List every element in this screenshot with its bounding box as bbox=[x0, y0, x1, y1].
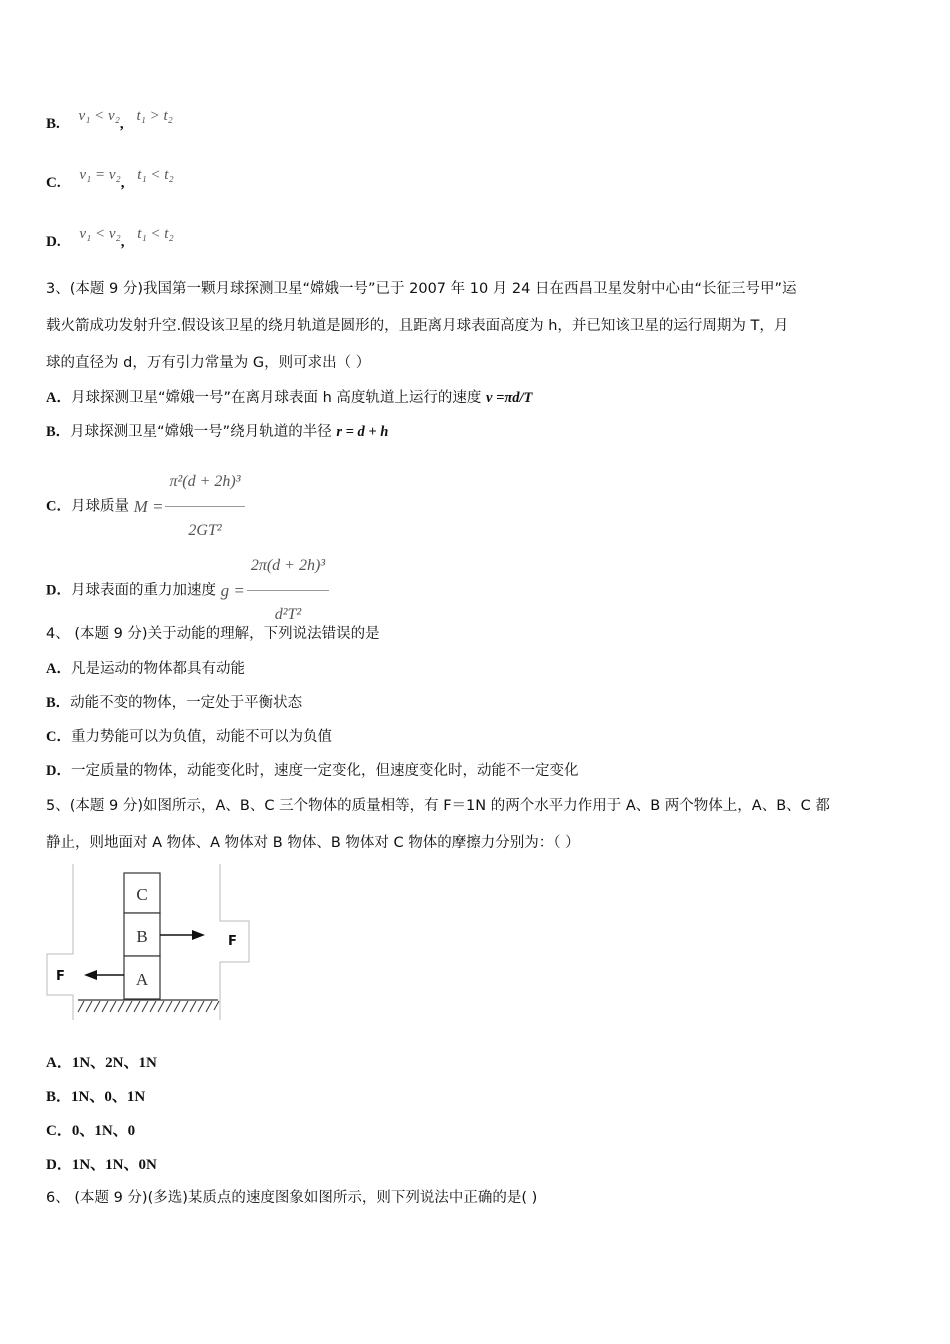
option-text: 重力势能可以为负值，动能不可以为负值 bbox=[70, 729, 332, 745]
option-label: D． bbox=[46, 582, 71, 599]
q4-option-c bbox=[46, 727, 332, 747]
block-b-label: B bbox=[136, 927, 148, 946]
q5-option-b bbox=[46, 1086, 145, 1107]
q5-option-c bbox=[46, 1120, 135, 1141]
formula: v₁ < v₂ bbox=[78, 108, 120, 124]
fraction bbox=[165, 460, 244, 553]
formula: v₁ = v₂ bbox=[79, 167, 121, 183]
formula: v =πd/T bbox=[486, 390, 533, 406]
numerator: 2π(d + 2h)³ bbox=[247, 544, 329, 591]
option-label: D. bbox=[46, 234, 61, 250]
formula-lhs: M = bbox=[133, 496, 164, 516]
q4-stem: 4、 (本题 9 分)关于动能的理解，下列说法错误的是 bbox=[46, 626, 380, 642]
option-label: A． bbox=[46, 661, 71, 677]
option-label: B． bbox=[46, 1089, 72, 1105]
option-text: 动能不变的物体，一定处于平衡状态 bbox=[70, 695, 303, 711]
q3-stem-line3: 球的直径为 d，万有引力常量为 G，则可求出（ ） bbox=[46, 355, 371, 371]
q3-option-a bbox=[46, 388, 532, 408]
arrow-left-icon bbox=[84, 970, 97, 980]
option-label: A． bbox=[46, 390, 71, 406]
formula: t₁ < t₂ bbox=[137, 167, 174, 183]
numerator: π²(d + 2h)³ bbox=[165, 460, 244, 507]
q4-option-b bbox=[46, 693, 302, 713]
block-a-label: A bbox=[135, 970, 149, 989]
q4-option-d bbox=[46, 761, 578, 781]
option-label: C. bbox=[46, 175, 61, 191]
option-text: 月球探测卫星“嫦娥一号”绕月轨道的半径 bbox=[70, 424, 337, 440]
formula: r = d + h bbox=[336, 424, 389, 440]
option-label: A． bbox=[46, 1055, 72, 1071]
option-label: B. bbox=[46, 116, 60, 132]
option-label: C． bbox=[46, 1123, 72, 1139]
formula: v₁ < v₂ bbox=[79, 226, 121, 242]
option-text: 月球质量 bbox=[70, 498, 129, 515]
denominator: d²T² bbox=[274, 606, 302, 623]
option-text: 1N、1N、0N bbox=[71, 1157, 157, 1173]
stacked-blocks-figure bbox=[42, 862, 254, 1024]
q3-stem-line2: 载火箭成功发射升空.假设该卫星的绕月轨道是圆形的，且距离月球表面高度为 h，并已知该卫星的运行周期为 T，月 bbox=[46, 318, 789, 334]
arrow-right-icon bbox=[192, 930, 205, 940]
q2-option-b: B. v₁ < v₂, t₁ > t₂ bbox=[46, 108, 173, 132]
option-label: D． bbox=[46, 1157, 72, 1173]
denominator: 2GT² bbox=[188, 522, 222, 539]
formula: t₁ < t₂ bbox=[137, 226, 174, 242]
block-c-label: C bbox=[136, 885, 148, 904]
q5-stem-line1: 5、(本题 9 分)如图所示，A、B、C 三个物体的质量相等，有 F＝1N 的两个水平力作用于 A、B 两个物体上，A、B、C 都 bbox=[46, 798, 830, 814]
option-label: B． bbox=[46, 695, 71, 711]
q2-option-d: D. v₁ < v₂, t₁ < t₂ bbox=[46, 226, 174, 250]
q3-option-b bbox=[46, 422, 388, 442]
option-text: 凡是运动的物体都具有动能 bbox=[70, 661, 245, 677]
q5-option-a bbox=[46, 1052, 157, 1073]
option-text: 一定质量的物体，动能变化时，速度一定变化，但速度变化时，动能不一定变化 bbox=[70, 763, 579, 779]
option-label: C． bbox=[46, 729, 71, 745]
formula-lhs: g = bbox=[220, 580, 245, 600]
ground-hatch bbox=[78, 1001, 219, 1012]
option-label: B． bbox=[46, 424, 71, 440]
q3-option-c bbox=[46, 460, 245, 553]
option-text: 1N、2N、1N bbox=[71, 1055, 157, 1071]
option-label: D． bbox=[46, 763, 71, 779]
option-label: C． bbox=[46, 498, 71, 515]
force-label-left: F bbox=[56, 969, 65, 984]
option-text: 1N、0、1N bbox=[71, 1089, 146, 1105]
formula: t₁ > t₂ bbox=[136, 108, 173, 124]
option-text: 月球探测卫星“嫦娥一号”在离月球表面 h 高度轨道上运行的速度 bbox=[70, 390, 487, 406]
q5-stem-line2: 静止，则地面对 A 物体、A 物体对 B 物体、B 物体对 C 物体的摩擦力分别为：（ ） bbox=[46, 835, 580, 851]
force-diagram bbox=[42, 862, 254, 1024]
q2-option-c: C. v₁ = v₂, t₁ < t₂ bbox=[46, 167, 174, 191]
force-label-right: F bbox=[228, 934, 237, 949]
option-text: 0、1N、0 bbox=[71, 1123, 136, 1139]
option-text: 月球表面的重力加速度 bbox=[70, 582, 216, 599]
q4-option-a bbox=[46, 659, 245, 679]
q5-option-d bbox=[46, 1154, 157, 1175]
q3-stem-line1: 3、(本题 9 分)我国第一颗月球探测卫星“嫦娥一号”已于 2007 年 10 月 24 日在西昌卫星发射中心由“长征三号甲”运 bbox=[46, 281, 797, 297]
q6-stem: 6、 (本题 9 分)(多选)某质点的速度图象如图所示，则下列说法中正确的是( ) bbox=[46, 1190, 538, 1206]
